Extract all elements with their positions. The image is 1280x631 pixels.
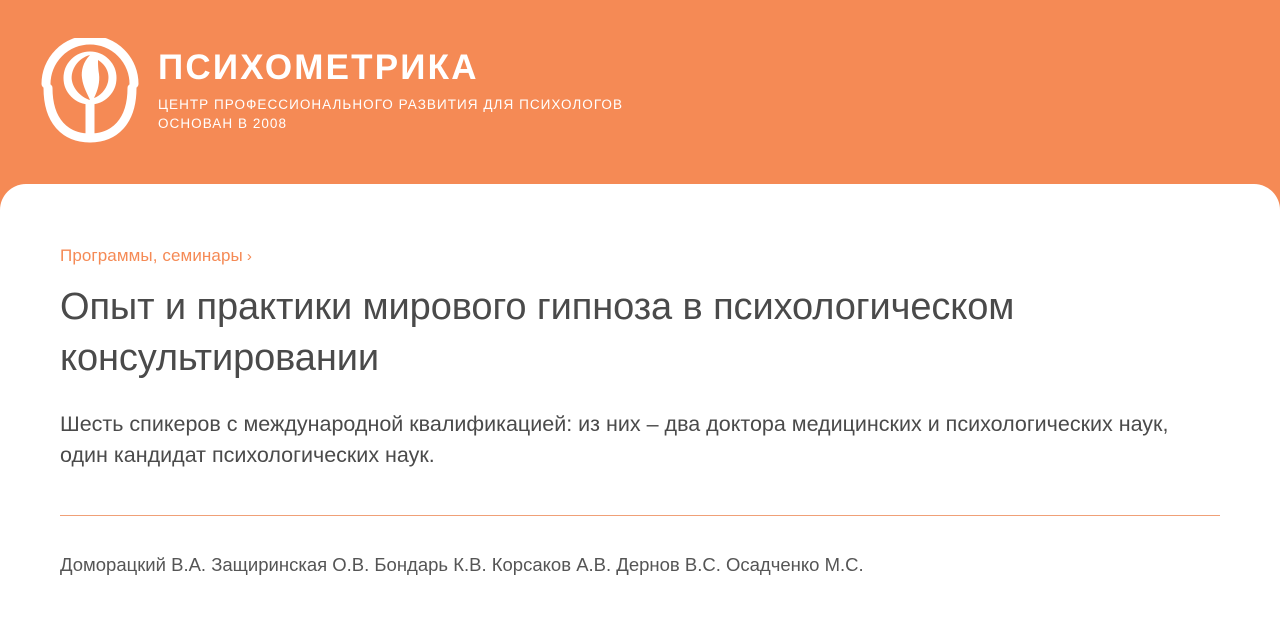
content-card: [0, 184, 1280, 631]
page-subtitle: Шесть спикеров с международной квалификацией: из них – два доктора медицинских и психологических наук, один кандидат психологических наук.: [60, 411, 1169, 467]
brand-title: ПСИХОМЕТРИКА: [158, 48, 479, 87]
site-header: [0, 0, 1280, 190]
breadcrumb[interactable]: [60, 246, 252, 266]
brand-text-block: [158, 50, 623, 131]
page-title: Опыт и практики мирового гипноза в психологическом консультировании: [60, 286, 1015, 379]
content-card-inner: [0, 184, 1280, 578]
chevron-right-icon: ›: [246, 248, 252, 265]
globe-in-hands-logo-icon[interactable]: [36, 38, 144, 146]
breadcrumb-label[interactable]: Программы, семинары: [60, 246, 243, 265]
brand-block[interactable]: [36, 36, 1280, 146]
brand-subtitle-secondary: ОСНОВАН В 2008: [158, 115, 288, 131]
authors-list: Доморацкий В.А. Защиринская О.В. Бондарь К.В. Корсаков А.В. Дернов В.С. Осадченко М.С.: [60, 554, 864, 576]
section-divider: [60, 515, 1220, 516]
brand-subtitle-primary: ЦЕНТР ПРОФЕССИОНАЛЬНОГО РАЗВИТИЯ ДЛЯ ПСИХОЛОГОВ: [158, 96, 624, 112]
